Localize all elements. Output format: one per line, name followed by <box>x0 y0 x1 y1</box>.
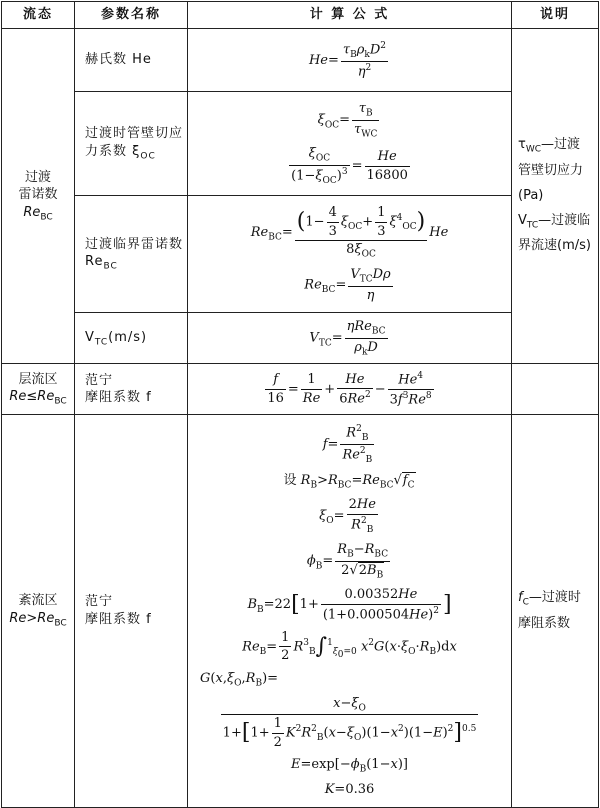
param-xi-oc: 过渡时管壁切应力系数 $\xi_{OC}$ <box>75 92 188 196</box>
param-he: 赫氏数 He <box>75 29 188 92</box>
param-re-bc: 过渡临界雷诺数 $Re_{BC}$ <box>75 196 188 313</box>
state-transition: 过渡 雷诺数 $Re_{BC}$ <box>2 29 75 364</box>
formula-re-bc: $Re_{BC}=$ (1− $\frac{4}{3}$ $\xi_{OC}+$ $\frac{1}{3}$ $\xi^4_{OC}$) $8\xi_{OC}$ He $Re_{BC}=$ $\frac{V_{TC}D\rho}{\eta}$ <box>188 196 512 313</box>
table-row <box>2 313 599 364</box>
formula-xi-oc: $\xi_{OC}=$ $\frac{\tau_B}{\tau_{WC}}$ $\frac{\xi_{OC}}{(1-\xi_{OC})^3}$ = $\frac{He}{16800}$ <box>188 92 512 196</box>
header-row <box>2 2 599 29</box>
formula-he: He= $\frac{\tau_B\rho_kD^2}{\eta^2}$ <box>188 29 512 92</box>
param-turbulent: 范宁 摩阻系数 f <box>75 415 188 807</box>
formula-vtc: $V_{TC}=$ $\frac{\eta Re_{BC}}{\rho_kD}$ <box>188 313 512 364</box>
note-laminar <box>512 364 599 415</box>
table-row <box>2 29 599 92</box>
header-note: 说明 <box>512 2 599 29</box>
table-row <box>2 364 599 415</box>
header-state: 流态 <box>2 2 75 29</box>
note-turbulent: $f_C—$过渡时摩阻系数 <box>512 415 599 807</box>
table-row <box>2 415 599 807</box>
state-turbulent: 紊流区 $Re>Re_{BC}$ <box>2 415 75 807</box>
header-param: 参数名称 <box>75 2 188 29</box>
header-formula: 计 算 公 式 <box>188 2 512 29</box>
table-row <box>2 92 599 196</box>
formula-laminar: $\frac{f}{16}$ = $\frac{1}{Re}$ + $\frac{He}{6Re^2}$ − $\frac{He^4}{3f^3Re^8}$ <box>188 364 512 415</box>
formula-table <box>1 1 599 808</box>
state-laminar: 层流区 $Re\le Re_{BC}$ <box>2 364 75 415</box>
table-row <box>2 196 599 313</box>
note-transition: $\tau_{WC}—$过渡管壁切应力(Pa) $V_{TC}—$过渡临界流速(m/s) <box>512 29 599 364</box>
formula-turbulent: f= $\frac{R^2_B}{Re^2_B}$ 设 $R_B>R_{BC}=Re_{BC}√f_C$ $\xi_O=$ $\frac{2He}{R^2_B}$ $\phi_B=$ $\frac{R_B-R_{BC}}{2√2B_B}$ $B_B=22[1+$ $\frac{0.00352He}{(1+0.000504He)^2}$ ] $Re_B=$ $\frac{1}{2}$ $R^3_B\int^1_{\xi_0=0}$ $x^2G(x\cdot\xi_O\cdot R_B)dx$ $G(x,\xi_O,R_B)=$ $x-\xi_O$ 1+[1+ $\frac{1}{2}$ $K^2R^2_B(x-\xi_O)(1-x^2)(1-E)^2]^{0.5}$ $E=\exp[-\phi_B(1-x)]$ K=0.36 <box>188 415 512 807</box>
param-laminar: 范宁 摩阻系数 f <box>75 364 188 415</box>
param-vtc: $V_{TC}(m/s)$ <box>75 313 188 364</box>
